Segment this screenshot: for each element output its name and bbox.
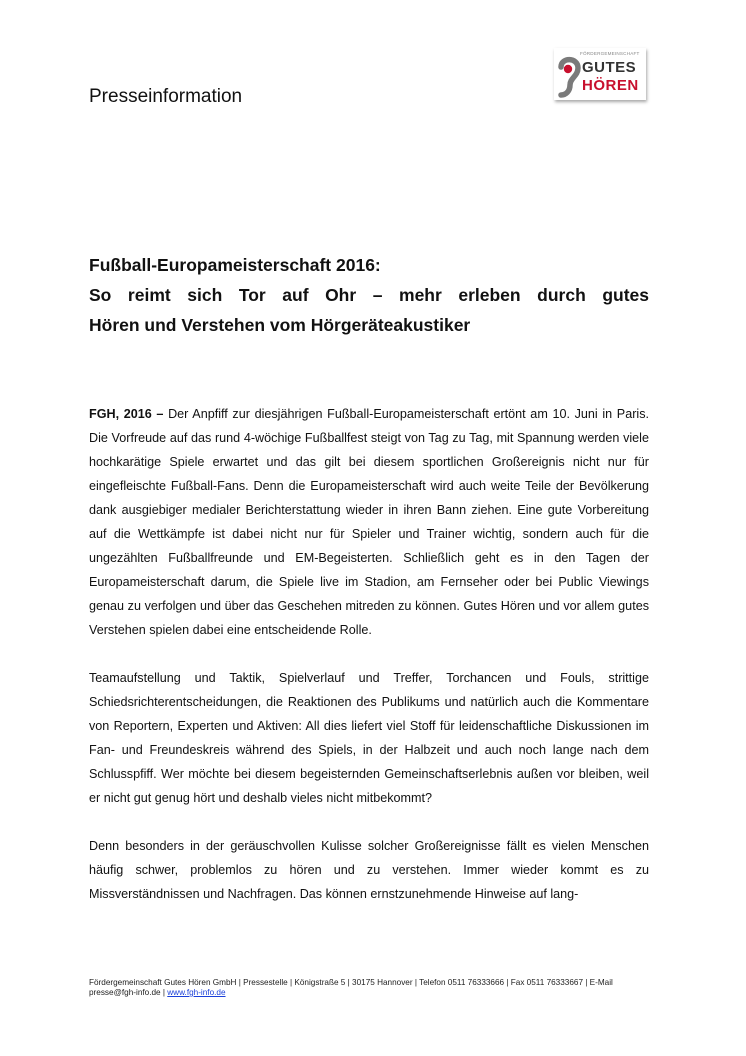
dateline: FGH, 2016 – [89, 407, 164, 421]
paragraph-3: Denn besonders in der geräuschvollen Kulisse solcher Großereignisse fällt es vielen Menschen häufig schwer, problemlos zu hören und zu verstehen. Immer wieder kommt es zu Missverständnissen und Nachfragen. Das können ernstzunehmende Hinweise auf lang- [89, 839, 649, 901]
headline-line-2: So reimt sich Tor auf Ohr – mehr erleben durch gutes [89, 285, 649, 305]
headline-line-1: Fußball-Europameisterschaft 2016: [89, 255, 381, 275]
paragraph-1 [89, 402, 649, 642]
logo-super-text: FÖRDERGEMEINSCHAFT [580, 51, 640, 56]
document-type-label: Presseinformation [89, 86, 243, 107]
logo-word-gutes: GUTES [582, 59, 637, 76]
website-link[interactable]: www.fgh-info.de [167, 988, 226, 997]
headline [89, 250, 649, 340]
ear-icon [556, 54, 582, 98]
footer-contact-text: Fördergemeinschaft Gutes Hören GmbH | Pressestelle | Königstraße 5 | 30175 Hannover | Telefon 0511 76333666 | Fax 0511 76333667 | E-Mail presse@fgh-info.de | [89, 978, 613, 997]
logo-word-hoeren: HÖREN [582, 77, 639, 94]
footer-contact [89, 978, 649, 998]
body-text [89, 402, 649, 906]
gutes-hoeren-logo [554, 48, 646, 100]
paragraph-2: Teamaufstellung und Taktik, Spielverlauf und Treffer, Torchancen und Fouls, strittige Schiedsrichterentscheidungen, die Reaktionen des Publikums und natürlich auch die Kommentare von Reportern, Experten und Aktiven: All dies liefert viel Stoff für leidenschaftliche Diskussionen im Fan- und Freundeskreis während des Spiels, in der Halbzeit und auch noch lange nach dem Schlusspfiff. Wer möchte bei diesem begeisternden Gemeinschaftserlebnis außen vor bleiben, weil er nicht gut genug hört und deshalb vieles nicht mitbekommt? [89, 671, 649, 805]
paragraph-1-text: Der Anpfiff zur diesjährigen Fußball-Europameisterschaft ertönt am 10. Juni in Paris. Die Vorfreude auf das rund 4-wöchige Fußballfest steigt von Tag zu Tag, mit Spannung werden viele hochkarätige Spiele erwartet und das gilt bei diesem sportlichen Großereignis nicht nur für eingefleischte Fußball-Fans. Denn die Europameisterschaft wird auch weite Teile der Bevölkerung dank ausgiebiger medialer Berichterstattung wieder in ihren Bann ziehen. Eine gute Vorbereitung auf die Wettkämpfe ist dabei nicht nur für Spieler und Trainer wichtig, sondern auch für die ungezählten Fußballfreunde und EM-Begeisterten. Schließlich geht es in den Tagen der Europameisterschaft darum, die Spiele live im Stadion, am Fernseher oder bei Public Viewings genau zu verfolgen und über das Geschehen mitreden zu können. Gutes Hören und vor allem gutes Verstehen spielen dabei eine entscheidende Rolle. [89, 407, 649, 637]
headline-line-3: Hören und Verstehen vom Hörgeräteakustiker [89, 315, 471, 335]
